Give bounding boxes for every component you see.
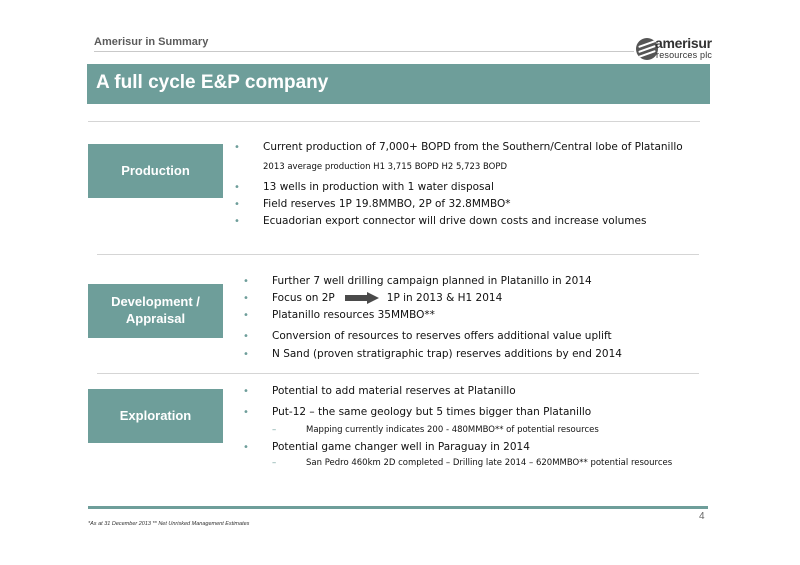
development-label-text [111,294,200,328]
list-item: • Conversion of resources to reserves offers additional value uplift [272,330,622,343]
logo-name: amerisur [655,35,712,51]
list-item [272,292,622,305]
logo-subtitle: resources plc [656,50,713,60]
production-label [88,144,223,198]
production-label-text: Production [121,162,190,178]
footer-divider [88,506,708,509]
section-title: Amerisur in Summary [94,36,209,48]
list-item: • Current production of 7,000+ BOPD from the Southern/Central lobe of Platanillo [263,141,683,154]
divider-development [97,373,699,374]
production-list [263,141,683,233]
focus-1p-text: 1P in 2013 & H1 2014 [386,292,503,304]
list-item: • 13 wells in production with 1 water disposal [263,181,683,194]
list-item: 2013 average production H1 3,715 BOPD H2 5,723 BOPD [263,162,508,172]
development-label [88,284,223,338]
slide-title-bar [87,64,710,104]
arrow-right-icon [345,292,379,304]
development-list [272,275,622,366]
exploration-label [88,389,223,443]
company-logo [636,34,716,62]
exploration-list [272,385,672,475]
exploration-label-text: Exploration [119,407,192,423]
list-item: • Further 7 well drilling campaign planned in Platanillo in 2014 [272,275,622,288]
list-item: • Field reserves 1P 19.8MMBO, 2P of 32.8MMBO* [263,198,683,211]
page-number: 4 [699,511,705,522]
divider-top [88,121,700,122]
development-label-line2: Appraisal [125,311,186,326]
focus-2p-text: Focus on 2P [272,292,335,304]
list-item: – Mapping currently indicates 200 - 480MMBO** of potential resources [272,424,672,437]
list-item: • N Sand (proven stratigraphic trap) reserves additions by end 2014 [272,348,622,361]
header-divider [94,51,634,52]
slide-title: A full cycle E&P company [96,72,329,93]
list-item: • Potential to add material reserves at Platanillo [272,385,672,398]
development-label-line1: Development / [111,294,200,310]
divider-production [97,254,699,255]
list-item: • Put-12 – the same geology but 5 times bigger than Platanillo [272,406,672,419]
list-item: • Platanillo resources 35MMBO** [272,309,622,322]
list-item: • Ecuadorian export connector will drive down costs and increase volumes [263,215,683,228]
footnote: *As at 31 December 2013 ** Net Unrisked Management Estimates [88,521,250,527]
list-item: – San Pedro 460km 2D completed – Drilling late 2014 – 620MMBO** potential resources [272,457,672,470]
list-item: • Potential game changer well in Paraguay in 2014 [272,441,672,454]
